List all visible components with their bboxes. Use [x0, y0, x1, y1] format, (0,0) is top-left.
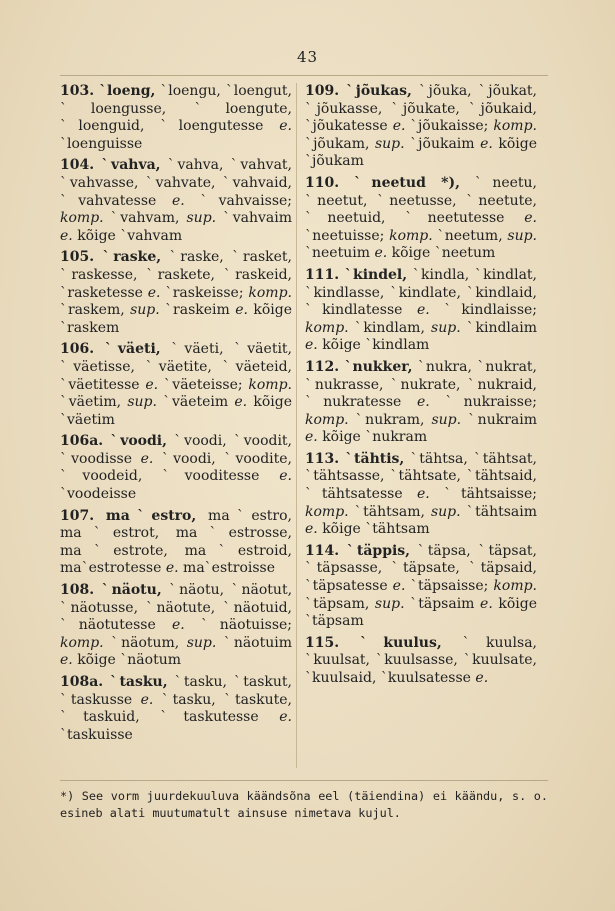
entry-headword: ˋvahva, — [101, 157, 161, 174]
entry-abbrev: sup. — [430, 503, 461, 520]
entry-number: 106. — [60, 341, 95, 358]
entry-abbrev: komp. — [305, 319, 349, 336]
entry-number: 111. — [305, 266, 340, 283]
entry-forms: ˋloenguisse — [60, 135, 143, 152]
entry-headword: ˋväeti, — [104, 341, 161, 358]
column-divider — [296, 83, 297, 768]
entry-forms: ˋkindlam, — [348, 319, 432, 336]
entry-number: 110. — [305, 174, 340, 191]
entry-forms: ˋraskem, — [60, 302, 131, 319]
dictionary-entry — [305, 635, 537, 688]
entry-forms: kõige ˋnäotum — [72, 652, 181, 669]
entry-abbrev: komp. — [305, 503, 349, 520]
entry-forms: ˋnäotuim — [216, 634, 293, 651]
entry-forms: kõige ˋvahvam — [72, 227, 183, 244]
entry-forms: ˋvahvaisse; — [184, 192, 292, 209]
entry-number: 106a. — [60, 433, 104, 450]
dictionary-entry — [60, 674, 292, 744]
entry-number: 108. — [60, 582, 95, 599]
header-rule — [60, 75, 548, 76]
entry-forms: kõige ˋkindlam — [317, 337, 430, 354]
entry-forms: ˋneetum, — [432, 227, 508, 244]
entry-forms: ˋtäpsaisse; — [405, 578, 494, 595]
dictionary-entry — [305, 175, 537, 263]
entry-forms: ˋkindlaim — [460, 319, 538, 336]
dictionary-entry — [60, 433, 292, 503]
entry-abbrev: e. — [416, 486, 430, 503]
entry-forms: maˋestro, maˋestrot, maˋestrosse, maˋestrote, maˋestroid, maˋestrotesse — [60, 507, 292, 577]
entry-forms: ˋjõuka, ˋjõukat, ˋjõukasse, ˋjõukate, ˋjõukaid, ˋjõukatesse — [305, 83, 537, 135]
entry-forms: ˋvoodeisse — [60, 486, 137, 503]
entry-abbrev: e. — [524, 210, 537, 227]
entry-abbrev: e. — [416, 394, 430, 411]
entry-abbrev: sup. — [186, 210, 217, 227]
entry-abbrev: e. — [140, 691, 154, 708]
entry-abbrev: sup. — [431, 319, 461, 336]
entry-abbrev: e. — [392, 118, 406, 135]
footnote: *) See vorm juurdekuuluva käändsõna eel (täiendina) ei käändu, s. o. esineb alati muutumatult ainsuse nimetava kujul. — [60, 789, 548, 820]
entry-abbrev: sup. — [431, 411, 462, 428]
entry-forms: ˋneetu, ˋneetut, ˋneetusse, ˋneetute, ˋneetuid, ˋneetutesse — [305, 174, 537, 227]
dictionary-entry — [305, 543, 537, 631]
dictionary-entry — [305, 359, 537, 447]
entry-headword: ˋkuulus, — [359, 634, 442, 651]
left-column — [60, 83, 292, 748]
entry-abbrev: komp. — [305, 411, 349, 428]
entry-forms: ˋloengu, ˋloengut, ˋloengusse, ˋloengute, ˋloenguid, ˋloengutesse — [60, 83, 292, 135]
entry-abbrev: sup. — [374, 595, 405, 612]
entry-headword: ˋnäotu, — [101, 582, 162, 599]
entry-forms: ˋneetuisse; — [305, 227, 390, 244]
entry-headword: maˋestro, — [105, 507, 197, 524]
entry-forms: kõige ˋjõukam — [305, 135, 537, 170]
entry-forms: ˋraskeim — [159, 302, 236, 319]
entry-forms: ˋraske, ˋrasket, ˋraskesse, ˋraskete, ˋraskeid, ˋrasketesse — [60, 249, 293, 301]
dictionary-entry — [60, 249, 292, 337]
entry-forms: kõige ˋraskem — [60, 302, 292, 336]
entry-number: 109. — [305, 83, 340, 99]
entry-abbrev: e. — [145, 376, 159, 393]
entry-number: 108a. — [60, 674, 104, 690]
entry-forms: ˋväeteisse; — [158, 376, 249, 393]
footnote-rule — [60, 780, 548, 781]
entry-number: 107. — [60, 507, 95, 524]
entry-abbrev: e. — [392, 578, 406, 595]
dictionary-entry — [60, 341, 292, 429]
entry-abbrev: e. — [235, 302, 248, 319]
entry-abbrev: e. — [234, 394, 248, 411]
entry-abbrev: e. — [60, 652, 73, 669]
entry-abbrev: e. — [305, 337, 318, 354]
entry-abbrev: e. — [171, 617, 185, 634]
entry-number: 112. — [305, 358, 340, 375]
entry-headword: ˋvoodi, — [110, 433, 168, 450]
page-number: 43 — [296, 48, 319, 66]
entry-forms: ˋnukra, ˋnukrat, ˋnukrasse, ˋnukrate, ˋnukraid, ˋnukratesse — [305, 358, 537, 411]
entry-forms: ˋvoodi, ˋvoodite, ˋvoodeid, ˋvooditesse — [60, 450, 293, 485]
entry-forms: ˋjõukam, — [305, 135, 375, 152]
dictionary-entry — [60, 508, 292, 578]
entry-forms: ˋtähtsaim — [460, 503, 537, 520]
dictionary-entry — [305, 267, 537, 355]
entry-forms: kõige ˋtähtsam — [317, 521, 430, 538]
entry-forms: ˋtähtsaisse; — [429, 486, 537, 503]
entry-abbrev: komp. — [60, 210, 104, 227]
entry-forms: ˋvahvaim — [216, 210, 293, 227]
entry-abbrev: komp. — [389, 227, 433, 244]
entry-abbrev: e. — [305, 521, 318, 538]
right-column — [305, 83, 537, 692]
entry-forms: ˋtäpsaim — [404, 595, 481, 612]
entry-headword: ˋtäppis, — [346, 542, 411, 559]
entry-forms: ˋnäotum, — [103, 634, 187, 651]
entry-forms: kõige ˋtäpsam — [305, 595, 537, 630]
entry-abbrev: e. — [305, 429, 318, 446]
entry-abbrev: sup. — [507, 227, 538, 244]
entry-forms: ˋjõukaisse; — [405, 118, 494, 135]
entry-headword: ˋnukker, — [344, 358, 413, 375]
entry-number: 113. — [305, 450, 340, 467]
entry-abbrev: sup. — [130, 302, 160, 319]
entry-abbrev: e. — [147, 284, 161, 301]
entry-headword: ˋraske, — [102, 249, 162, 266]
entry-headword: ˋjõukas, — [346, 83, 412, 99]
dictionary-entry — [60, 83, 292, 153]
entry-abbrev: e. — [374, 245, 388, 262]
entry-forms: ˋvoodi, ˋvoodit, ˋvoodisse — [60, 433, 293, 467]
entry-forms: ˋnukram, — [348, 411, 432, 428]
entry-forms: ˋraskeisse; — [160, 284, 249, 301]
entry-abbrev: e. — [279, 118, 292, 135]
entry-forms: ˋjõukaim — [404, 135, 481, 152]
entry-forms: ˋnukraisse; — [429, 394, 537, 411]
entry-forms: ˋtaskuisse — [60, 726, 133, 743]
entry-number: 103. — [60, 83, 95, 99]
entry-abbrev: e. — [475, 670, 489, 686]
entry-abbrev: sup. — [127, 394, 157, 411]
entry-abbrev: komp. — [493, 578, 538, 595]
entry-forms: ˋneetuim — [305, 245, 375, 262]
entry-number: 114. — [305, 542, 340, 559]
entry-forms: ˋväeti, ˋväetit, ˋväetisse, ˋväetite, ˋväeteid, ˋväetitesse — [60, 341, 292, 393]
entry-forms: ˋtähtsam, — [348, 503, 431, 520]
entry-forms: maˋestroisse — [178, 560, 276, 577]
entry-forms: ˋvahva, ˋvahvat, ˋvahvasse, ˋvahvate, ˋvahvaid, ˋvahvatesse — [60, 157, 293, 209]
entry-number: 104. — [60, 157, 95, 174]
entry-number: 105. — [60, 249, 95, 266]
entry-forms: ˋtasku, ˋtaskute, ˋtaskuid, ˋtaskutesse — [60, 691, 293, 726]
entry-abbrev: e. — [60, 227, 73, 244]
entry-abbrev: e. — [171, 192, 185, 209]
entry-forms: ˋtäpsam, — [305, 595, 375, 612]
entry-abbrev: komp. — [60, 634, 104, 651]
entry-forms: ˋnäotu, ˋnäotut, ˋnäotusse, ˋnäotute, ˋnäotuid, ˋnäotutesse — [60, 582, 293, 634]
entry-forms: ˋvahvam, — [103, 210, 187, 227]
entry-abbrev: e. — [279, 709, 292, 726]
entry-forms: ˋtasku, ˋtaskut, ˋtaskusse — [60, 674, 292, 708]
entry-forms: kõige ˋväetim — [60, 394, 292, 428]
entry-forms: ˋnukraim — [461, 411, 537, 428]
entry-forms: ˋtäpsa, ˋtäpsat, ˋtäpsasse, ˋtäpsate, ˋtäpsaid, ˋtäpsatesse — [305, 542, 538, 595]
entry-forms: ˋkindlaisse; — [429, 302, 537, 319]
entry-headword: ˋkindel, — [344, 266, 408, 283]
entry-abbrev: e. — [140, 450, 154, 467]
dictionary-entry — [60, 582, 292, 670]
entry-abbrev: e. — [416, 302, 430, 319]
dictionary-entry — [60, 157, 292, 245]
entry-headword: ˋneetud *), — [354, 174, 460, 191]
entry-abbrev: komp. — [248, 376, 292, 393]
entry-forms: ˋväetim, — [60, 394, 128, 411]
entry-forms: ˋväeteim — [156, 394, 235, 411]
dictionary-entry — [305, 451, 537, 539]
entry-abbrev: e. — [480, 135, 493, 152]
entry-forms: ˋkuulsa, ˋkuulsat, ˋkuulsasse, ˋkuulsate, ˋkuulsaid, ˋkuulsatesse — [305, 634, 537, 686]
entry-forms: ˋnäotuisse; — [184, 617, 292, 634]
entry-forms: ˋtähtsa, ˋtähtsat, ˋtähtsasse, ˋtähtsate, ˋtähtsaid, ˋtähtsatesse — [305, 450, 537, 503]
entry-abbrev: e. — [480, 595, 493, 612]
entry-headword: ˋtasku, — [110, 674, 168, 690]
entry-forms: kõige ˋneetum — [387, 245, 496, 262]
entry-forms: kõige ˋnukram — [317, 429, 428, 446]
entry-headword: ˋloeng, — [99, 83, 156, 99]
entry-abbrev: sup. — [374, 135, 405, 152]
entry-abbrev: sup. — [186, 634, 217, 651]
entry-number: 115. — [305, 634, 340, 651]
entry-abbrev: e. — [165, 560, 179, 577]
dictionary-entry — [305, 83, 537, 171]
entry-abbrev: komp. — [248, 284, 292, 301]
entry-abbrev: komp. — [493, 118, 537, 135]
entry-abbrev: e. — [279, 468, 292, 485]
entry-forms: ˋkindla, ˋkindlat, ˋkindlasse, ˋkindlate, ˋkindlaid, ˋkindlatesse — [305, 266, 537, 319]
entry-headword: ˋtähtis, — [345, 450, 405, 467]
